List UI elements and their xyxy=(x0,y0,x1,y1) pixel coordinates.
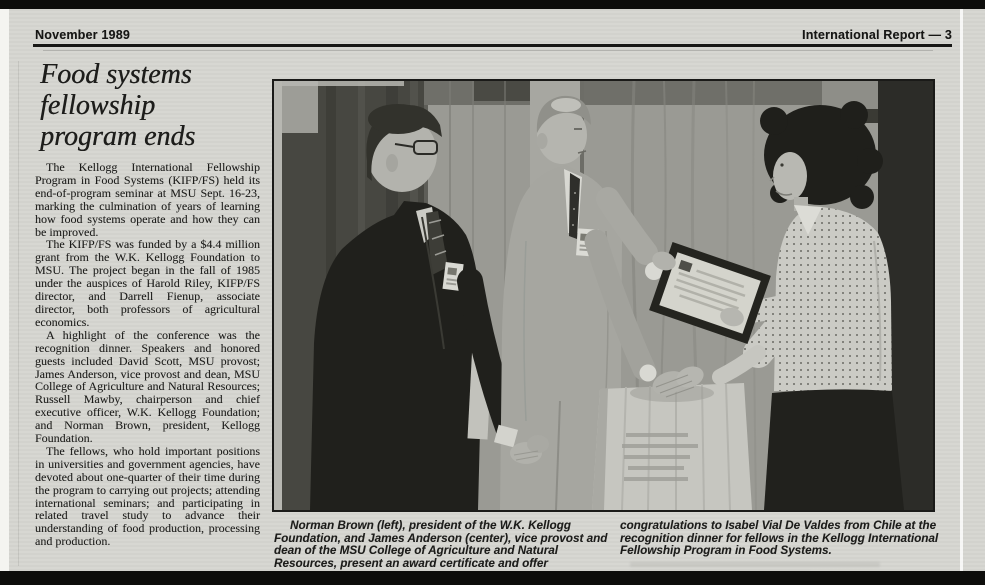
photo-illustration xyxy=(274,81,933,510)
article-paragraph: The fellows, who hold important positions in universities and government agencies, have devoted about one-quarter of their time during the program to carrying out projects; attending international seminars; and participating in related travel study to advance their understanding of food production, processing and production. xyxy=(35,443,260,549)
headline-line-2: fellowship xyxy=(40,90,156,121)
publication-title: International Report — 3 xyxy=(802,28,952,42)
article-paragraph: The Kellogg International Fellowship Program in Food Systems (KIFP/FS) held its end-of-program seminar at MSU Sept. 16-23, marking the culmination of years of learning how food systems operate and how they can be improved. xyxy=(35,160,260,239)
issue-date: November 1989 xyxy=(35,28,131,42)
page-left-edge xyxy=(0,9,9,571)
article-paragraph: The KIFP/FS was funded by a $4.4 million grant from the W.K. Kellogg Foundation to MSU. The project began in the fall of 1985 under the auspices of Harold Riley, KIFP/FS director, and Darrell Fienup, associate director, both professors of agricultural economics. xyxy=(35,237,260,329)
headline-line-1: Food systems xyxy=(40,59,192,90)
article-headline xyxy=(40,59,260,152)
newsletter-paper xyxy=(0,9,985,571)
article-paragraph: A highlight of the conference was the recognition dinner. Speakers and honored guests included David Scott, MSU provost; James Anderson, vice provost and dean, MSU College of Agriculture and Natural Resources; Russell Mawby, chairperson and chief executive officer, W.K. Kellogg Foundation; and Norman Brown, president, Kellogg Foundation. xyxy=(35,327,260,446)
header-rule xyxy=(33,44,952,47)
photo-caption-left: Norman Brown (left), president of the W.K. Kellogg Foundation, and James Anderson (center), vice provost and dean of the MSU College of Agriculture and Natural Resources, present an award certificate and offer xyxy=(274,519,608,570)
ghost-text-smudge xyxy=(630,562,880,567)
column-fold-line xyxy=(18,61,19,566)
photo-caption-right: congratulations to Isabel Vial De Valdes from Chile at the recognition dinner for fellows in the Kellogg International Fellowship Program in Food Systems. xyxy=(620,519,939,558)
headline-line-3: program ends xyxy=(40,121,196,152)
scan-edge-bottom xyxy=(0,571,985,585)
award-presentation-photo xyxy=(272,79,935,512)
article-column xyxy=(35,59,260,548)
page-fold-line xyxy=(960,9,963,571)
scan-edge-top xyxy=(0,0,985,9)
podium xyxy=(592,383,752,510)
